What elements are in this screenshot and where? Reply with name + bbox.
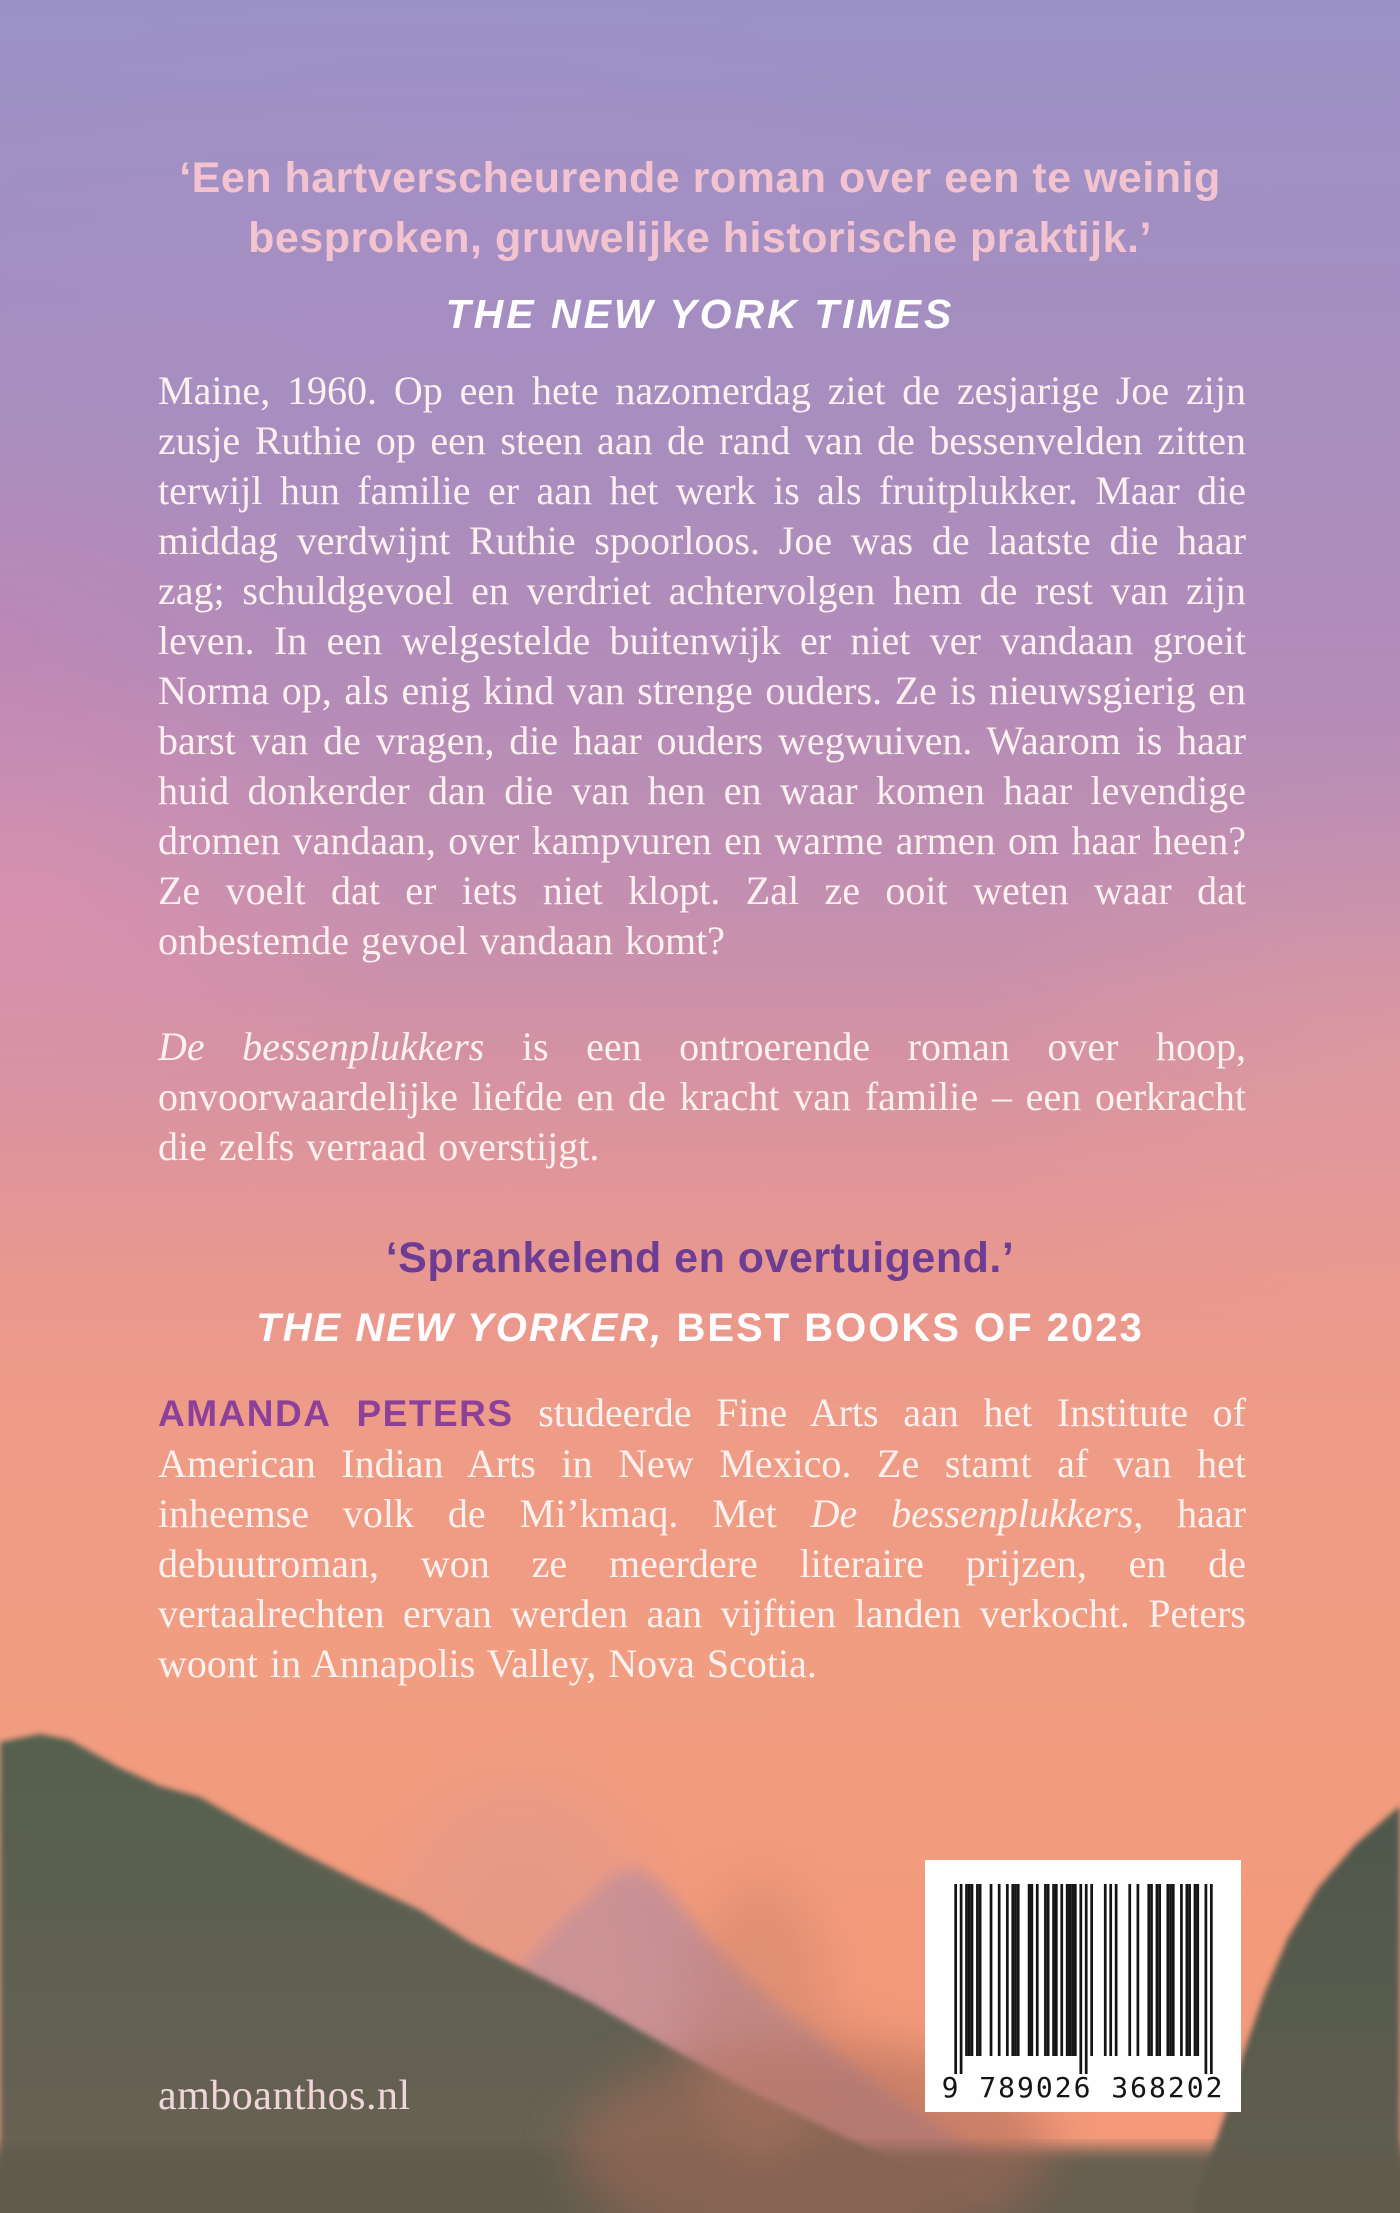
author-bio-text-2: , haar debuutroman, won ze meerdere literaire prijzen, en de vertaalrechten ervan werden aan vijftien landen verkocht. Peters woont in Annapolis Valley, Nova Scotia. [158,1491,1246,1686]
barcode-bars [954,1884,1213,2074]
author-bio [158,1388,1246,1689]
new-yorker-source-note: BEST BOOKS OF 2023 [663,1306,1144,1350]
book-title-italic: De bessenplukkers [158,1024,485,1069]
review-quote-nyt-text: ‘Een hartverscheurende roman over een te weinig besproken, gruwelijke historische praktijk.’ [179,154,1221,262]
author-bio-text-1: studeerde Fine Arts aan het Institute of American Indian Arts in New Mexico. Ze stamt af van het inheemse volk de Mi’kmaq. Met [158,1390,1246,1536]
synopsis-paragraph-1: Maine, 1960. Op een hete nazomerdag ziet de zesjarige Joe zijn zusje Ruthie op een steen aan de rand van de bessenvelden zitten terwijl hun familie er aan het werk is als fruitplukker. Maar die middag verdwijnt Ruthie spoorloos. Joe was de laatste die haar zag; schuldgevoel en verdriet achtervolgen hem de rest van zijn leven. In een welgestelde buitenwijk er niet ver vandaan groeit Norma op, als enig kind van strenge ouders. Ze is nieuwsgierig en barst van de vragen, die haar ouders wegwuiven. Waarom is haar huid donkerder dan die van hen en waar komen haar levendige dromen vandaan, over kampvuren en warme armen om haar heen? Ze voelt dat er iets niet klopt. Zal ze ooit weten waar dat onbestemde gevoel vandaan komt? [158,368,1246,963]
barcode [925,1860,1241,2112]
review-quote-new-yorker-source [100,1300,1300,1356]
review-quote-nyt-source: THE NEW YORK TIMES [445,291,955,337]
review-quote-new-yorker [100,1230,1300,1356]
publisher-website: amboanthos.nl [158,2073,411,2119]
synopsis-paragraph-2-text: is een ontroerende roman over hoop, onvoorwaardelijke liefde en de kracht van familie – een oerkracht die zelfs verraad overstijgt. [158,1024,1246,1169]
review-quote-nyt [100,148,1300,344]
synopsis-paragraph-2 [158,1022,1246,1172]
barcode-number: 9 789026 368202 [941,2071,1225,2104]
review-quote-new-yorker-text: ‘Sprankelend en overtuigend.’ [385,1234,1015,1282]
book-title-italic-bio: De bessenplukkers [810,1491,1134,1536]
new-yorker-source-name: THE NEW YORKER, [256,1306,664,1350]
author-name: AMANDA PETERS [158,1393,514,1434]
